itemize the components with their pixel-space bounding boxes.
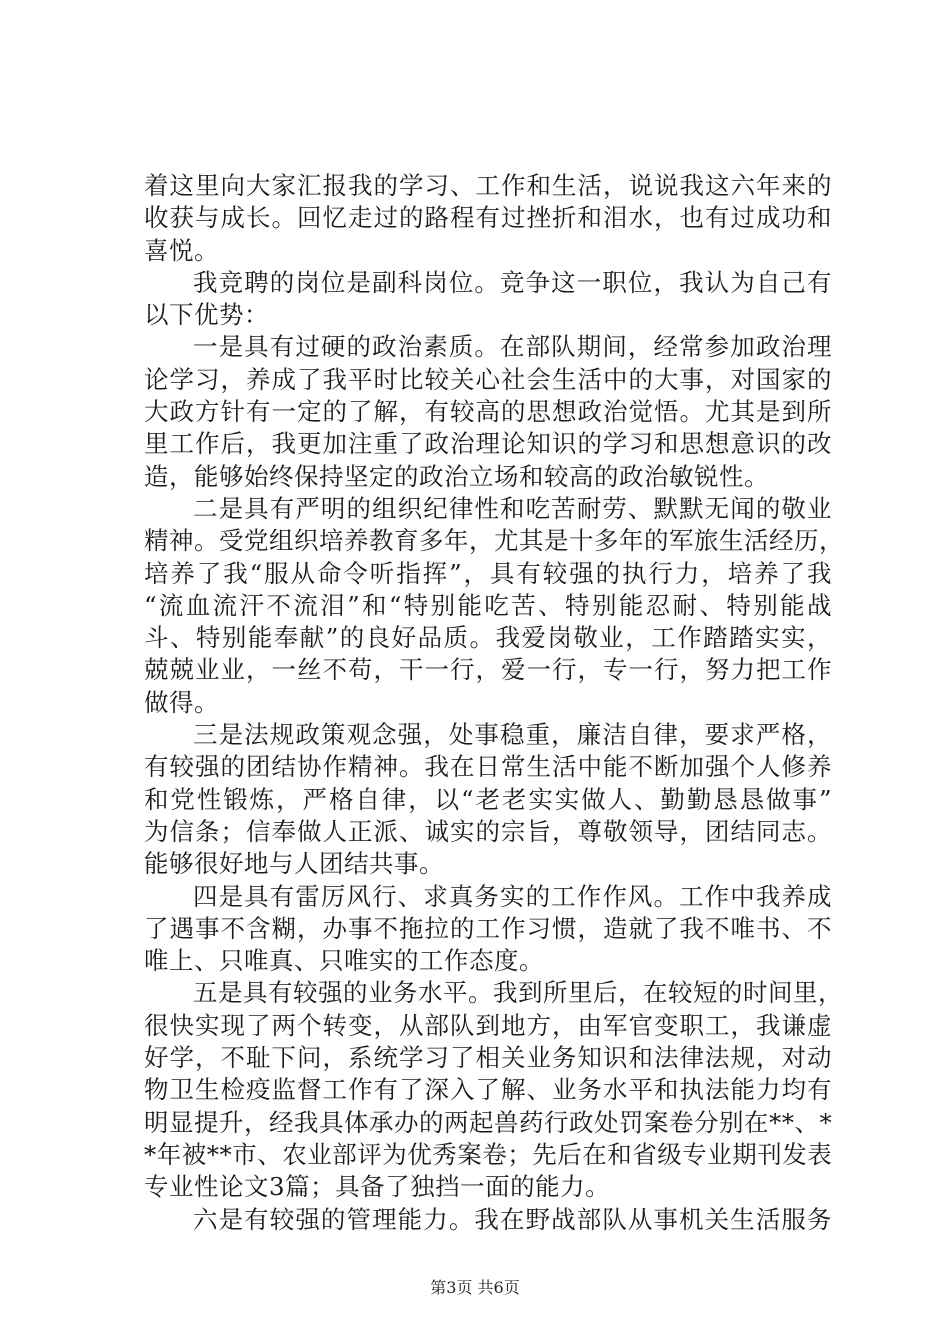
text-line: 培养了我“服从命令听指挥”，具有较强的执行力，培养了我 (144, 558, 832, 588)
text-line: 专业性论文3篇；具备了独挡一面的能力。 (144, 1172, 611, 1202)
text-line: 五是具有较强的业务水平。我到所里后，在较短的时间里， (193, 978, 843, 1008)
text-line: 喜悦。 (144, 235, 219, 265)
page-footer: 第3页 共6页 (430, 1278, 520, 1297)
text-line: 了遇事不含糊，办事不拖拉的工作习惯，造就了我不唯书、不 (144, 913, 832, 943)
text-line: 好学，不耻下问，系统学习了相关业务知识和法律法规，对动 (144, 1043, 832, 1073)
text-line: 有较强的团结协作精神。我在日常生活中能不断加强个人修养 (144, 752, 832, 782)
text-line: 着这里向大家汇报我的学习、工作和生活，说说我这六年来的 (144, 171, 832, 200)
text-line: 唯上、只唯真、只唯实的工作态度。 (144, 946, 544, 976)
text-line: 收获与成长。回忆走过的路程有过挫折和泪水，也有过成功和 (144, 203, 832, 233)
text-line: 斗、特别能奉献”的良好品质。我爱岗敬业，工作踏踏实实， (144, 623, 832, 653)
text-line: 很快实现了两个转变，从部队到地方，由军官变职工，我谦虚 (144, 1010, 832, 1040)
text-line: 和党性锻炼，严格自律，以“老老实实做人、勤勤恳恳做事” (144, 784, 832, 814)
text-line: 以下优势： (144, 300, 269, 330)
text-line: 明显提升，经我具体承办的两起兽药行政处罚案卷分别在**、* (144, 1107, 833, 1137)
text-line: 精神。受党组织培养教育多年，尤其是十多年的军旅生活经历， (144, 526, 844, 556)
text-line: 物卫生检疫监督工作有了深入了解、业务水平和执法能力均有 (144, 1075, 832, 1105)
text-line: 三是法规政策观念强，处事稳重，廉洁自律，要求严格， (193, 720, 832, 750)
text-line: *年被**市、农业部评为优秀案卷；先后在和省级专业期刊发表 (144, 1139, 833, 1169)
text-line: 里工作后，我更加注重了政治理论知识的学习和思想意识的改 (144, 429, 832, 459)
text-line: 二是具有严明的组织纪律性和吃苦耐劳、默默无闻的敬业 (193, 493, 832, 523)
text-line: 兢兢业业，一丝不苟，干一行，爱一行，专一行，努力把工作 (144, 655, 832, 685)
text-line: 论学习，养成了我平时比较关心社会生活中的大事，对国家的 (144, 364, 832, 394)
text-line: 为信条；信奉做人正派、诚实的宗旨，尊敬领导，团结同志。 (144, 816, 832, 846)
text-line: 能够很好地与人团结共事。 (144, 849, 444, 879)
document-body (144, 170, 844, 1236)
text-line: 造，能够始终保持坚定的政治立场和较高的政治敏锐性。 (144, 461, 769, 491)
text-line: 我竞聘的岗位是副科岗位。竞争这一职位，我认为自己有 (193, 267, 832, 297)
text-line: “流血流汗不流泪”和“特别能吃苦、特别能忍耐、特别能战 (144, 590, 832, 620)
text-line: 一是具有过硬的政治素质。在部队期间，经常参加政治理 (193, 332, 832, 362)
text-line: 六是有较强的管理能力。我在野战部队从事机关生活服务 (193, 1204, 832, 1234)
text-line: 大政方针有一定的了解，有较高的思想政治觉悟。尤其是到所 (144, 397, 832, 427)
text-line: 做得。 (144, 687, 219, 717)
text-line: 四是具有雷厉风行、求真务实的工作作风。工作中我养成 (193, 881, 832, 911)
